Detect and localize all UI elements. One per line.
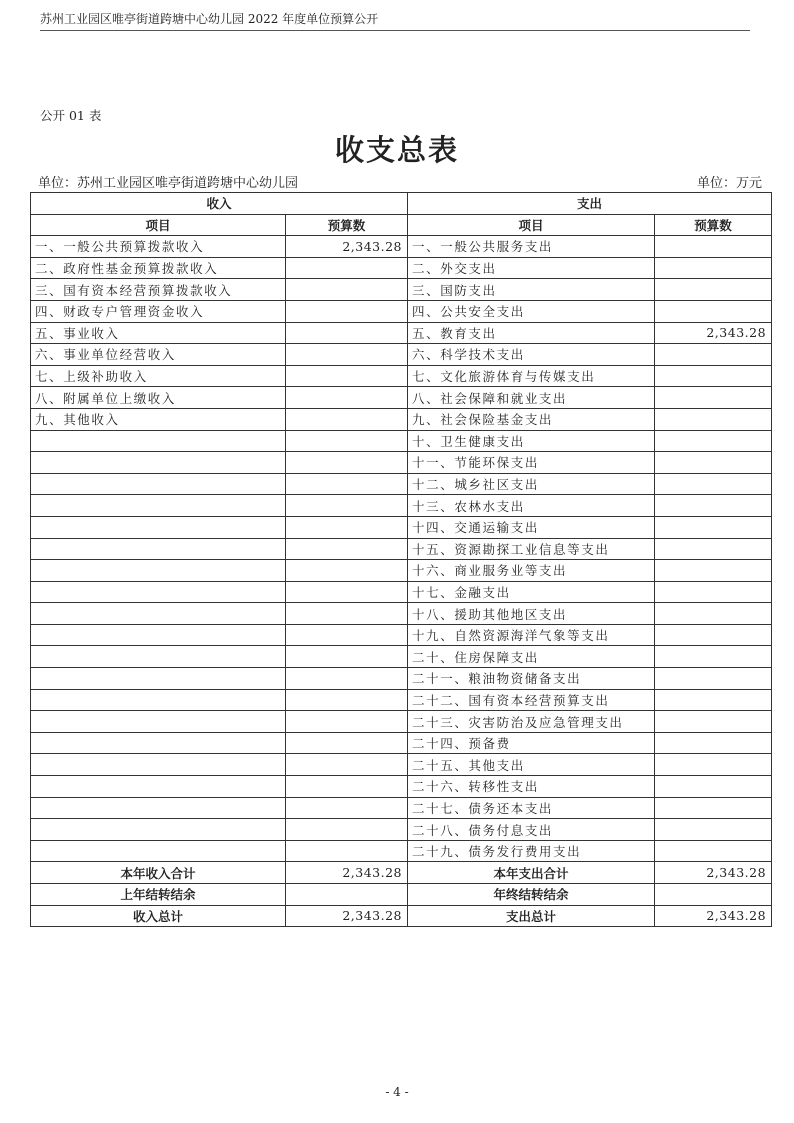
income-item-cell (31, 646, 286, 668)
table-row (31, 236, 772, 258)
expense-amount-cell: 2,343.28 (655, 905, 772, 927)
table-row (31, 754, 772, 776)
expense-amount-cell (655, 408, 772, 430)
expense-amount-cell (655, 624, 772, 646)
income-item-cell (31, 776, 286, 798)
expense-amount-cell (655, 430, 772, 452)
income-amount-cell (286, 560, 408, 582)
income-item-cell (31, 819, 286, 841)
income-amount-cell (286, 495, 408, 517)
expense-amount-cell (655, 689, 772, 711)
income-item-cell: 九、其他收入 (31, 408, 286, 430)
expense-amount-cell (655, 344, 772, 366)
expense-amount-cell (655, 538, 772, 560)
income-amount-cell (286, 819, 408, 841)
expense-item-cell: 十二、城乡社区支出 (408, 473, 655, 495)
table-row (31, 365, 772, 387)
income-amount-cell (286, 624, 408, 646)
income-amount-cell (286, 538, 408, 560)
table-row (31, 603, 772, 625)
income-item-cell (31, 473, 286, 495)
income-amount-cell (286, 797, 408, 819)
expense-item-cell: 二十五、其他支出 (408, 754, 655, 776)
income-item-cell: 本年收入合计 (31, 862, 286, 884)
income-item-cell (31, 603, 286, 625)
expense-item-cell: 二十四、预备费 (408, 732, 655, 754)
income-amount-cell (286, 430, 408, 452)
section-expense: 支出 (408, 193, 772, 215)
income-amount-cell (286, 300, 408, 322)
expense-item-cell: 二、外交支出 (408, 257, 655, 279)
unit-org: 单位：苏州工业园区唯亭街道跨塘中心幼儿园 (38, 176, 299, 191)
expense-item-cell: 二十、住房保障支出 (408, 646, 655, 668)
expense-item-cell: 六、科学技术支出 (408, 344, 655, 366)
expense-amount-cell (655, 754, 772, 776)
expense-amount-cell (655, 603, 772, 625)
summary-row (31, 884, 772, 906)
expense-amount-cell (655, 257, 772, 279)
income-item-cell (31, 452, 286, 474)
expense-item-cell: 七、文化旅游体育与传媒支出 (408, 365, 655, 387)
form-code: 公开 01 表 (40, 108, 102, 123)
expense-item-cell: 一、一般公共服务支出 (408, 236, 655, 258)
income-item-cell (31, 689, 286, 711)
table-row (31, 689, 772, 711)
page-title: 收支总表 (334, 133, 459, 167)
income-amount-cell (286, 365, 408, 387)
expense-item-cell: 年终结转结余 (408, 884, 655, 906)
income-item-cell (31, 840, 286, 862)
column-header-expense-item: 项目 (408, 214, 655, 236)
expense-amount-cell (655, 668, 772, 690)
income-item-cell: 一、一般公共预算拨款收入 (31, 236, 286, 258)
expense-amount-cell (655, 387, 772, 409)
table-row (31, 473, 772, 495)
table-row (31, 581, 772, 603)
expense-item-cell: 支出总计 (408, 905, 655, 927)
section-header-row (31, 193, 772, 215)
income-item-cell: 上年结转结余 (31, 884, 286, 906)
table-row (31, 797, 772, 819)
income-amount-cell (286, 344, 408, 366)
expense-amount-cell (655, 819, 772, 841)
income-amount-cell (286, 668, 408, 690)
table-row (31, 538, 772, 560)
income-item-cell (31, 797, 286, 819)
income-amount-cell (286, 689, 408, 711)
expense-item-cell: 二十八、债务付息支出 (408, 819, 655, 841)
expense-item-cell: 二十三、灾害防治及应急管理支出 (408, 711, 655, 733)
budget-summary-table (30, 192, 772, 927)
summary-row (31, 905, 772, 927)
table-row (31, 300, 772, 322)
table-row (31, 430, 772, 452)
table-row (31, 732, 772, 754)
expense-item-cell: 十九、自然资源海洋气象等支出 (408, 624, 655, 646)
expense-item-cell: 十四、交通运输支出 (408, 516, 655, 538)
income-amount-cell (286, 754, 408, 776)
expense-item-cell: 十七、金融支出 (408, 581, 655, 603)
income-amount-cell: 2,343.28 (286, 905, 408, 927)
expense-amount-cell (655, 365, 772, 387)
income-amount-cell (286, 603, 408, 625)
page-number: - 4 - (385, 1085, 409, 1099)
table-row (31, 344, 772, 366)
income-item-cell (31, 538, 286, 560)
income-item-cell (31, 624, 286, 646)
column-header-expense-amount: 预算数 (655, 214, 772, 236)
expense-amount-cell (655, 495, 772, 517)
expense-item-cell: 九、社会保险基金支出 (408, 408, 655, 430)
income-amount-cell (286, 473, 408, 495)
column-header-income-item: 项目 (31, 214, 286, 236)
expense-amount-cell (655, 776, 772, 798)
table-row (31, 322, 772, 344)
table-row (31, 516, 772, 538)
income-amount-cell (286, 516, 408, 538)
expense-amount-cell (655, 560, 772, 582)
income-item-cell: 四、财政专户管理资金收入 (31, 300, 286, 322)
expense-item-cell: 十六、商业服务业等支出 (408, 560, 655, 582)
income-amount-cell (286, 408, 408, 430)
table-row (31, 819, 772, 841)
expense-item-cell: 十八、援助其他地区支出 (408, 603, 655, 625)
running-header: 苏州工业园区唯亭街道跨塘中心幼儿园 2022 年度单位预算公开 (40, 12, 379, 26)
income-amount-cell (286, 732, 408, 754)
column-header-row (31, 214, 772, 236)
table-row (31, 711, 772, 733)
expense-amount-cell (655, 300, 772, 322)
expense-amount-cell (655, 711, 772, 733)
table-row (31, 624, 772, 646)
expense-amount-cell (655, 646, 772, 668)
expense-item-cell: 十、卫生健康支出 (408, 430, 655, 452)
unit-currency: 单位：万元 (696, 176, 762, 191)
income-item-cell: 八、附属单位上缴收入 (31, 387, 286, 409)
table-row (31, 646, 772, 668)
income-item-cell (31, 581, 286, 603)
income-item-cell: 六、事业单位经营收入 (31, 344, 286, 366)
income-amount-cell (286, 581, 408, 603)
table-row (31, 452, 772, 474)
income-item-cell (31, 754, 286, 776)
income-item-cell (31, 430, 286, 452)
table-row (31, 776, 772, 798)
income-amount-cell: 2,343.28 (286, 236, 408, 258)
expense-item-cell: 八、社会保障和就业支出 (408, 387, 655, 409)
expense-amount-cell (655, 884, 772, 906)
income-amount-cell (286, 452, 408, 474)
income-item-cell (31, 668, 286, 690)
income-item-cell (31, 711, 286, 733)
income-item-cell: 三、国有资本经营预算拨款收入 (31, 279, 286, 301)
expense-amount-cell (655, 732, 772, 754)
expense-amount-cell (655, 473, 772, 495)
header-rule (40, 30, 750, 31)
income-amount-cell (286, 776, 408, 798)
income-amount-cell (286, 646, 408, 668)
expense-item-cell: 二十七、债务还本支出 (408, 797, 655, 819)
table-row (31, 840, 772, 862)
expense-item-cell: 二十一、粮油物资储备支出 (408, 668, 655, 690)
expense-item-cell: 十三、农林水支出 (408, 495, 655, 517)
income-amount-cell (286, 387, 408, 409)
income-item-cell (31, 495, 286, 517)
expense-amount-cell (655, 452, 772, 474)
table-row (31, 668, 772, 690)
income-amount-cell (286, 884, 408, 906)
table-row (31, 279, 772, 301)
summary-row (31, 862, 772, 884)
income-item-cell: 五、事业收入 (31, 322, 286, 344)
table-row (31, 387, 772, 409)
income-item-cell: 二、政府性基金预算拨款收入 (31, 257, 286, 279)
column-header-income-amount: 预算数 (286, 214, 408, 236)
expense-item-cell: 四、公共安全支出 (408, 300, 655, 322)
expense-item-cell: 五、教育支出 (408, 322, 655, 344)
expense-amount-cell: 2,343.28 (655, 322, 772, 344)
income-amount-cell: 2,343.28 (286, 862, 408, 884)
income-amount-cell (286, 322, 408, 344)
expense-amount-cell (655, 279, 772, 301)
expense-amount-cell: 2,343.28 (655, 862, 772, 884)
income-item-cell (31, 732, 286, 754)
expense-amount-cell (655, 581, 772, 603)
expense-item-cell: 十五、资源勘探工业信息等支出 (408, 538, 655, 560)
expense-item-cell: 十一、节能环保支出 (408, 452, 655, 474)
income-item-cell (31, 560, 286, 582)
income-item-cell: 七、上级补助收入 (31, 365, 286, 387)
section-income: 收入 (31, 193, 408, 215)
income-amount-cell (286, 257, 408, 279)
expense-item-cell: 二十六、转移性支出 (408, 776, 655, 798)
income-amount-cell (286, 279, 408, 301)
expense-amount-cell (655, 236, 772, 258)
expense-amount-cell (655, 516, 772, 538)
income-item-cell: 收入总计 (31, 905, 286, 927)
income-amount-cell (286, 840, 408, 862)
expense-item-cell: 二十九、债务发行费用支出 (408, 840, 655, 862)
table-row (31, 408, 772, 430)
income-amount-cell (286, 711, 408, 733)
income-item-cell (31, 516, 286, 538)
expense-amount-cell (655, 797, 772, 819)
expense-amount-cell (655, 840, 772, 862)
table-row (31, 495, 772, 517)
expense-item-cell: 三、国防支出 (408, 279, 655, 301)
table-row (31, 560, 772, 582)
expense-item-cell: 本年支出合计 (408, 862, 655, 884)
table-row (31, 257, 772, 279)
expense-item-cell: 二十二、国有资本经营预算支出 (408, 689, 655, 711)
